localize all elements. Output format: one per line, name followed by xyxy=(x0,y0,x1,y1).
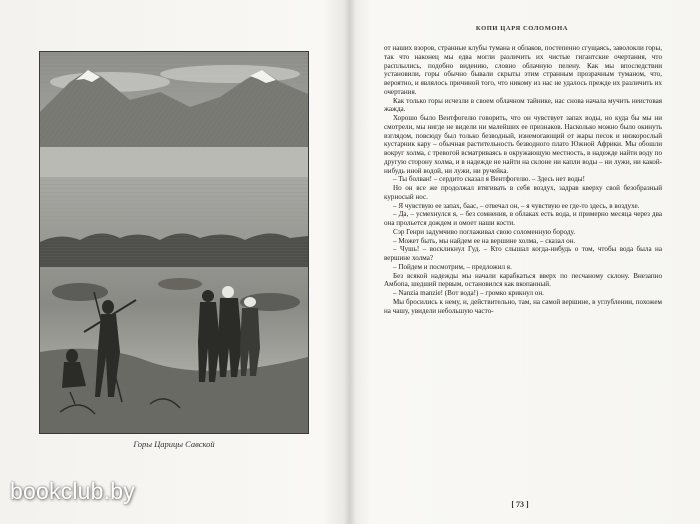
paragraph: Хорошо было Вентфогелю говорить, что он чувствует запах воды, но куда бы мы ни смотрели, мы нигде не видели ни малейших ее признаков. Насколько можно было окинуть взглядом, повсюду был только безводный, изнемогающий от жары песок и низкорослый кустарник кару – обычная растительность безводного плато Южной Африки. Мы обошли вокруг холма, с тревогой всматриваясь в окружающую местность, в надежде найти воду по другую сторону холма, и в надежде не найти на склоне ни капли воды – ни лужи, ни какой-нибудь иной водой, ни лужи, ни ручейка. xyxy=(384,114,662,175)
watermark-logo: bookclub.by xyxy=(10,478,135,504)
paragraph: – Пойдем и посмотрим, – предложил я. xyxy=(393,262,512,271)
paragraph: Мы бросились к нему, и, действительно, там, на самой вершине, в углублении, похожем на чашу, увидели небольшую часто- xyxy=(384,297,662,315)
paragraph: – Nanzia manzie! (Вот вода!) – громко крикнул он. xyxy=(393,289,544,297)
paragraph: Сэр Генри задумчиво поглаживал свою соломенную бороду. xyxy=(393,227,576,236)
illustration-caption: Горы Царицы Савской xyxy=(133,439,215,449)
paragraph: – Да, – усмехнулся я, – без сомнения, в облаках есть вода, и примерно месяца через два она прольется дождем и омоет наши кости. xyxy=(384,210,662,227)
paragraph: Но он все же продолжал втягивать в себя воздух, задрав кверху свой безобразный курносый нос. xyxy=(384,184,662,201)
paragraph: Без всякой надежды мы начали карабкаться вверх по песчаному склону. Внезапно Амбопа, шедший первым, остановился как вкопанный. xyxy=(384,271,662,289)
paragraph: от наших взоров, странные клубы тумана и облаков, постепенно сгущаясь, заволокли горы, так что наконец мы едва могли различить их чистые гигантские очертания, что расплылись, подобно видению, словно облачную пелену. Как мы впоследствии установили, горы обычно бывали скрыты этим странным прозрачным туманом, что, вероятно, и являлось причиной того, что никому из нас не удалось прежде их различить их очертания. xyxy=(384,44,662,96)
paragraph: – Чушь! – воскликнул Гуд. – Кто слышал когда-нибудь о том, чтобы вода была на вершине холма? xyxy=(384,245,662,262)
engraving-illustration xyxy=(39,51,309,434)
page-number: [ 73 ] xyxy=(511,500,529,509)
paragraph: – Может быть, мы найдем ее на вершине холма, – сказал он. xyxy=(393,236,576,245)
gutter-shadow xyxy=(344,0,356,524)
body-text xyxy=(384,44,662,315)
running-head: КОПИ ЦАРЯ СОЛОМОНА xyxy=(475,25,569,32)
paragraph: Как только горы исчезли в своем облачном тайнике, нас снова начала мучить неистовая жажда. xyxy=(384,96,662,114)
paragraph: – Ты болван! – сердито сказал я Вентфогелю. – Здесь нет воды! xyxy=(393,175,585,184)
paragraph: – Я чувствую ее запах, баас, – отвечал он, – я чувствую ее где-то здесь, в воздухе. xyxy=(393,201,640,210)
